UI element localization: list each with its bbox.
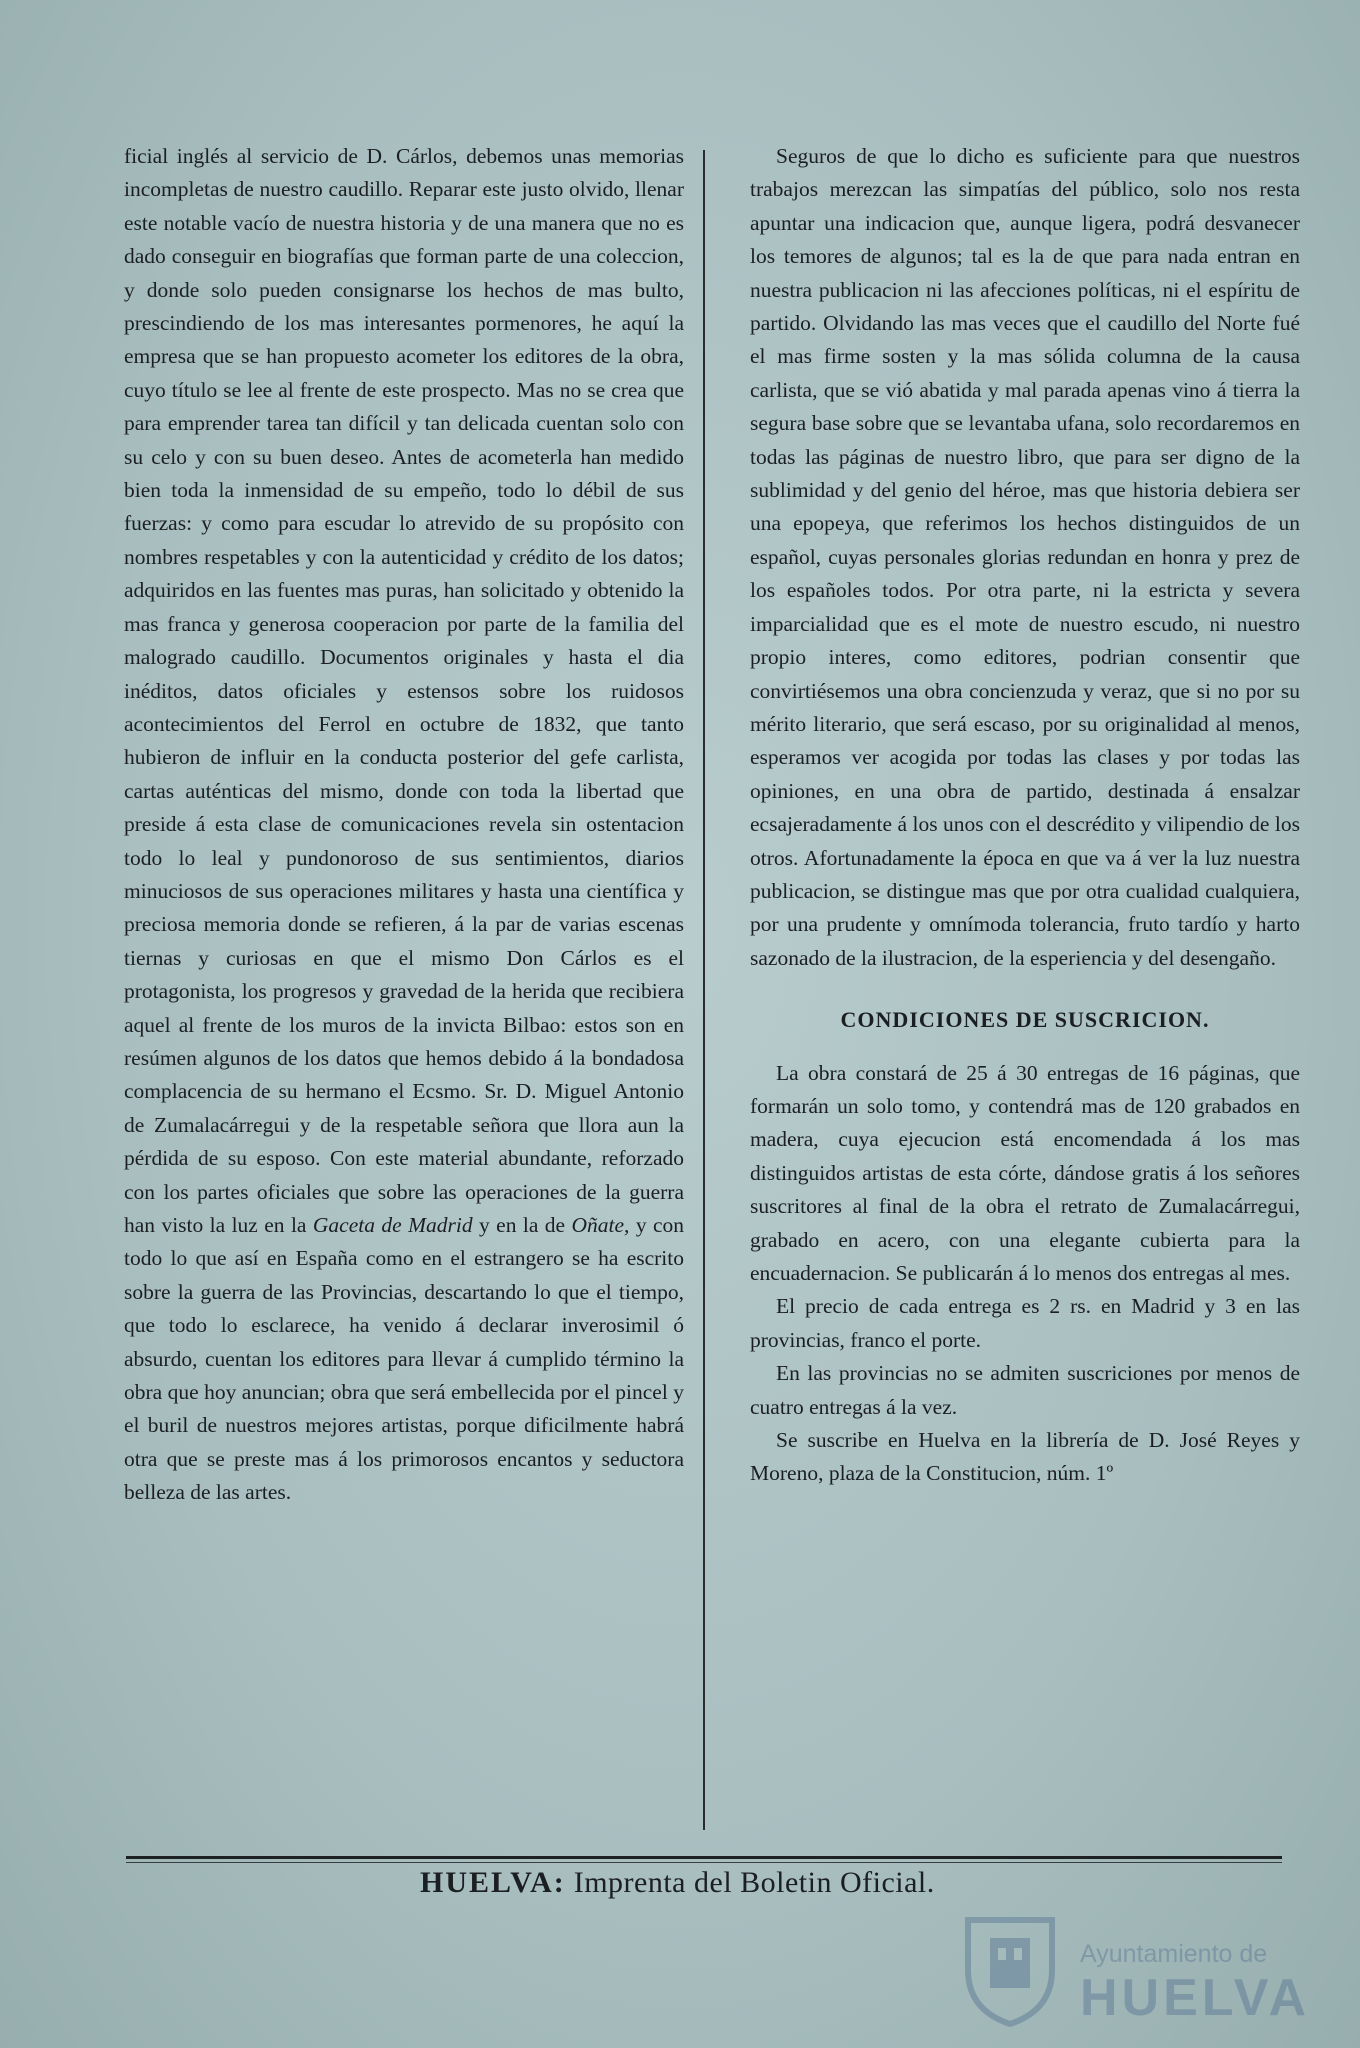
provinces-paragraph: En las provincias no se admiten suscriciones por menos de cuatro entregas á la vez. [750, 1361, 1300, 1419]
watermark [960, 1910, 1311, 2030]
left-text-end: y con todo lo que así en España como en el estrangero se ha escrito sobre la guerra de las Provincias, descartando lo que el tiempo, que todo lo esclarece, ha venido á declarar inverosimil ó absurdo, cuentan los editores para llevar á cumplido término la obra que hoy anuncian; obra que será embellecida por el pincel y el buril de nuestros mejores artistas, porque dificilmente habrá otra que se preste mas á los primorosos encantos y seductora belleza de las artes. [124, 1213, 685, 1505]
footer-rule-thin [126, 1862, 1282, 1863]
right-column [750, 140, 1300, 1491]
watermark-small-text: Ayuntamiento de [1080, 1940, 1268, 1968]
imprint-text: Imprenta del Boletin Oficial. [573, 1866, 935, 1899]
column-divider [703, 150, 705, 1830]
subscription-place-paragraph: Se suscribe en Huelva en la librería de D. José Reyes y Moreno, plaza de la Constitucion, núm. 1º [750, 1428, 1300, 1486]
price-paragraph: El precio de cada entrega es 2 rs. en Madrid y 3 en las provincias, franco el porte. [750, 1294, 1300, 1352]
watermark-big-text: HUELVA [1080, 1969, 1311, 2027]
footer-rule [126, 1856, 1282, 1859]
italic-onate: Oñate, [571, 1213, 630, 1237]
right-paragraph-intro: Seguros de que lo dicho es suficiente para que nuestros trabajos merezcan las simpatías del público, solo nos resta apuntar una indicacion que, aunque ligera, podrá desvanecer los temores de algunos; tal es la de que para nada entran en nuestra publicacion ni las afecciones políticas, ni el espíritu de partido. Olvidando las mas veces que el caudillo del Norte fué el mas firme sosten y la mas sólida columna de la causa carlista, que se vió abatida y mal parada apenas vino á tierra la segura base sobre que se levantaba ufana, solo recordaremos en todas las páginas de nuestro libro, que para ser digno de la sublimidad y del genio del héroe, mas que historia debiera ser una epopeya, que referimos los hechos distinguidos de un español, cuyas personales glorias redundan en honra y prez de los españoles todos. Por otra parte, ni la estricta y severa imparcialidad que es el mote de nuestro escudo, ni nuestro propio interes, como editores, podrian consentir que convirtiésemos una obra concienzuda y veraz, que si no por su mérito literario, que será escaso, por su originalidad al menos, esperamos ver acogida por todas las clases y por todas las opiniones, en una obra de partido, destinada á ensalzar ecsajeradamente á los unos con el descrédito y vilipendio de los otros. Afortunadamente la época en que va á ver la luz nuestra publicacion, se distingue mas que por otra cualidad cualquiera, por una prudente y omnímoda tolerancia, fruto tardío y harto sazonado de la ilustracion, de la esperiencia y del desengaño. [750, 144, 1300, 970]
imprint-line [420, 1866, 1020, 1900]
left-paragraph [124, 140, 684, 1510]
italic-gaceta-madrid: Gaceta de Madrid [312, 1213, 473, 1237]
conditions-paragraph: La obra constará de 25 á 30 entregas de 16 páginas, que formarán un solo tomo, y contendrá mas de 120 grabados en madera, cuya ejecucion está encomendada á los mas distinguidos artistas de esta córte, dándose gratis á los señores suscritores al final de la obra el retrato de Zumalacárregui, grabado en acero, con una elegante cubierta para la encuadernacion. Se publicarán á lo menos dos entregas al mes. [750, 1060, 1300, 1285]
shield-icon [960, 1910, 1060, 2028]
left-text-mid: y en la de [479, 1213, 566, 1237]
section-title: CONDICIONES DE SUSCRICION. [840, 1007, 1210, 1033]
left-text: ficial inglés al servicio de D. Cárlos, debemos unas memorias incompletas de nuestro caudillo. Reparar este justo olvido, llenar este notable vacío de nuestra historia y de una manera que no es dado conseguir en biografías que forman parte de una coleccion, y donde solo pueden consignarse los hechos de mas bulto, prescindiendo de los mas interesantes pormenores, he aquí la empresa que se han propuesto acometer los editores de la obra, cuyo título se lee al frente de este prospecto. Mas no se crea que para emprender tarea tan difícil y tan delicada cuentan solo con su celo y con su buen deseo. Antes de acometerla han medido bien toda la inmensidad de su empeño, todo lo débil de sus fuerzas: y como para escudar lo atrevido de su propósito con nombres respetables y con la autenticidad y crédito de los datos; adquiridos en las fuentes mas puras, han solicitado y obtenido la mas franca y generosa cooperacion por parte de la familia del malogrado caudillo. Documentos originales y hasta el dia inéditos, datos oficiales y estensos sobre los ruidosos acontecimientos del Ferrol en octubre de 1832, que tanto hubieron de influir en la conducta posterior del gefe carlista, cartas auténticas del mismo, donde con toda la libertad que preside á esta clase de comunicaciones revela sin ostentacion todo lo leal y pundonoroso de sus sentimientos, diarios minuciosos de sus operaciones militares y hasta una científica y preciosa memoria donde se refieren, á la par de varias escenas tiernas y curiosas en que el mismo Don Cárlos es el protagonista, los progresos y gravedad de la herida que recibiera aquel al frente de los muros de la invicta Bilbao: estos son en resúmen algunos de los datos que hemos debido á la bondadosa complacencia de su hermano el Ecsmo. Sr. D. Miguel Antonio de Zumalacárregui y de la respetable señora que llora aun la pérdida de su esposo. Con este material abundante, reforzado con los partes oficiales que sobre las operaciones de la guerra han visto la luz en la [124, 144, 684, 1237]
left-column [124, 140, 684, 1510]
imprint-city: HUELVA: [420, 1866, 566, 1899]
